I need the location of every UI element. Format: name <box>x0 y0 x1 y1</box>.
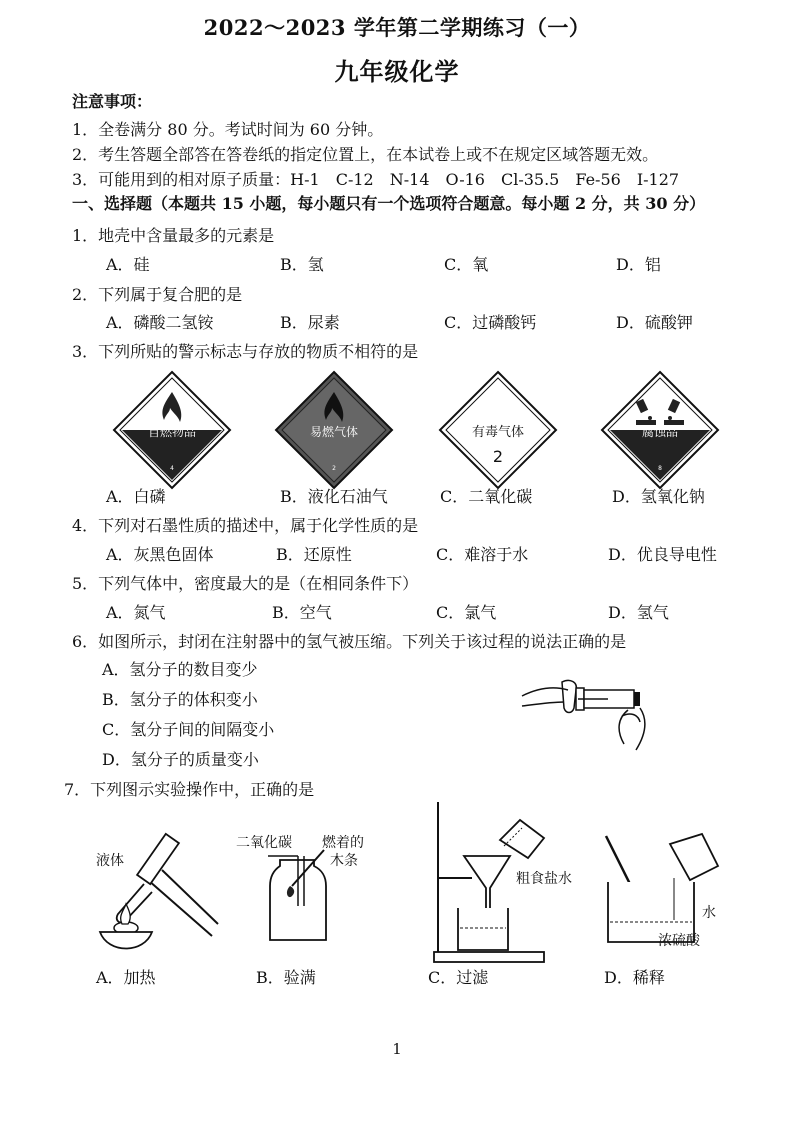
option-a: A．白磷 <box>106 487 166 506</box>
option-d: D．铝 <box>616 255 661 274</box>
option-c: C．二氧化碳 <box>440 487 533 506</box>
label-liquid: 液体 <box>96 853 124 869</box>
section-heading: 一、选择题（本题共 15 小题，每小题只有一个选项符合题意。每小题 2 分，共 30 分） <box>72 194 706 213</box>
syringe-illustration <box>518 668 658 758</box>
question-stem: 7．下列图示实验操作中，正确的是 <box>64 780 315 799</box>
gas-collection-illustration <box>264 846 334 946</box>
sign-label: 自燃物品 <box>147 425 197 439</box>
note-item: 1．全卷满分 80 分。考试时间为 60 分钟。 <box>72 120 384 139</box>
sign-class-number: 2 <box>492 447 504 466</box>
option-a: A．氢分子的数目变少 <box>102 660 258 679</box>
option-a: A．硅 <box>106 255 150 274</box>
option-a: A．加热 <box>96 968 156 987</box>
label-burning-stick: 燃着的 <box>322 835 364 851</box>
pouring-beaker-icon <box>500 820 544 858</box>
funnel-icon <box>464 856 510 910</box>
sign-label: 腐蚀品 <box>641 425 679 439</box>
question-stem: 2．下列属于复合肥的是 <box>72 285 243 304</box>
label-carbon-dioxide: 二氧化碳 <box>236 835 292 851</box>
option-d: D．氢分子的质量变小 <box>102 750 259 769</box>
sign-label: 有毒气体 <box>471 425 525 440</box>
option-b: B．空气 <box>272 603 332 622</box>
question-stem: 6．如图所示，封闭在注射器中的氢气被压缩。下列关于该过程的说法正确的是 <box>72 632 627 651</box>
sign-class-number: 2 <box>332 465 336 472</box>
label-crude-brine: 粗食盐水 <box>516 871 572 887</box>
beaker-icon <box>458 908 508 950</box>
option-d: D．稀释 <box>604 968 665 987</box>
option-b: B．液化石油气 <box>280 487 388 506</box>
label-concentrated-sulfuric-acid: 浓硫酸 <box>658 933 700 949</box>
flammable-gas-sign <box>274 370 394 490</box>
option-a: A．氮气 <box>106 603 166 622</box>
heating-illustration <box>88 820 228 960</box>
option-c: C．氢分子间的间隔变小 <box>102 720 275 739</box>
option-c: C．难溶于水 <box>436 545 529 564</box>
question-stem: 1．地壳中含量最多的元素是 <box>72 226 275 245</box>
option-b: B．尿素 <box>280 313 340 332</box>
option-a: A．灰黑色固体 <box>106 545 214 564</box>
option-b: B．氢 <box>280 255 324 274</box>
question-stem: 4．下列对石墨性质的描述中，属于化学性质的是 <box>72 516 419 535</box>
option-c: C．氯气 <box>436 603 497 622</box>
corrosive-sign <box>600 370 720 490</box>
notes-heading: 注意事项： <box>72 92 153 111</box>
option-b: B．还原性 <box>276 545 352 564</box>
option-d: D．氢氧化钠 <box>612 487 705 506</box>
label-stick: 木条 <box>330 853 358 869</box>
page-subtitle: 九年级化学 <box>334 57 460 86</box>
sign-label: 易燃气体 <box>309 425 359 439</box>
pouring-beaker-icon <box>670 834 718 880</box>
sign-class-number: 4 <box>170 465 174 472</box>
option-d: D．硫酸钾 <box>616 313 693 332</box>
note-item: 2．考生答题全部答在答卷纸的指定位置上，在本试卷上或不在规定区域答题无效。 <box>72 145 659 164</box>
note-item: 3．可能用到的相对原子质量：H-1 C-12 N-14 O-16 Cl-35.5 Fe-56 I-127 <box>72 170 680 189</box>
option-d: D．优良导电性 <box>608 545 717 564</box>
page-number: 1 <box>392 1040 402 1058</box>
option-b: B．氢分子的体积变小 <box>102 690 258 709</box>
alcohol-lamp-icon <box>100 932 152 949</box>
option-a: A．磷酸二氢铵 <box>106 313 214 332</box>
question-stem: 3．下列所贴的警示标志与存放的物质不相符的是 <box>72 342 419 361</box>
spontaneous-combustion-sign <box>112 370 232 490</box>
toxic-gas-sign <box>438 370 558 490</box>
page-title: 2022～2023 学年第二学期练习（一） <box>203 15 591 40</box>
question-stem: 5．下列气体中，密度最大的是（在相同条件下） <box>72 574 419 593</box>
option-c: C．氧 <box>444 255 489 274</box>
label-water: 水 <box>702 905 716 921</box>
option-c: C．过磷酸钙 <box>444 313 537 332</box>
hand-left-icon <box>562 680 576 712</box>
option-c: C．过滤 <box>428 968 489 987</box>
option-d: D．氢气 <box>608 603 669 622</box>
option-b: B．验满 <box>256 968 316 987</box>
sign-class-number: 8 <box>658 465 662 472</box>
